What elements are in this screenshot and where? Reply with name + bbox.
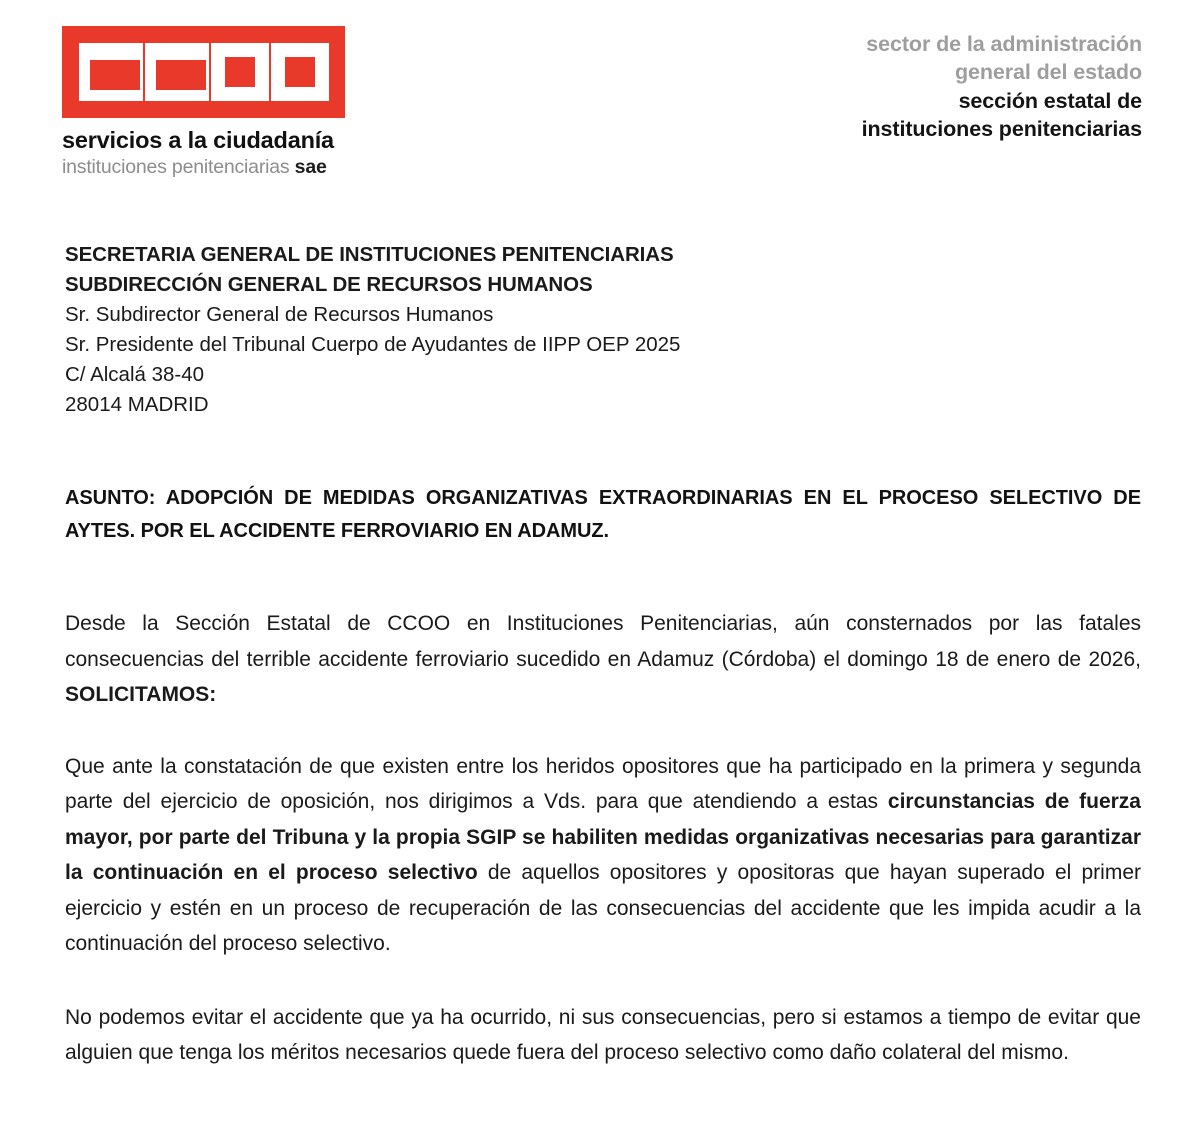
recipient-line-city: 28014 MADRID	[65, 393, 209, 416]
logo-letter-c-second-icon	[145, 43, 209, 101]
subject-line: ASUNTO: ADOPCIÓN DE MEDIDAS ORGANIZATIVAS EXTRAORDINARIAS EN EL PROCESO SELECTIVO DE AYTES. POR EL ACCIDENTE FERROVIARIO EN ADAMUZ.	[65, 487, 1141, 542]
document-body	[65, 240, 1141, 1092]
paragraph-cierre-text: No podemos evitar el accidente que ya ha ocurrido, ni sus consecuencias, pero si estamos a tiempo de evitar que alguien que tenga los méritos necesarios quede fuera del proceso selectivo como daño colateral del mismo.	[65, 1005, 1141, 1064]
logo-letter-c-first-icon	[79, 43, 143, 101]
recipient-address-block	[65, 240, 1141, 420]
recipient-line-subdirector: Sr. Subdirector General de Recursos Humanos	[65, 303, 494, 326]
ccoo-brand-block	[62, 26, 352, 178]
brand-tagline-main: servicios a la ciudadanía	[62, 127, 334, 153]
brand-tagline-sub	[62, 156, 352, 178]
header-right-block	[862, 30, 1142, 144]
paragraph-solicitamos-text: Desde la Sección Estatal de CCOO en Instituciones Penitenciarias, aún consternados por las fatales consecuencias del terrible accidente ferroviario sucedido en Adamuz (Córdoba) el domingo 18 de enero de 2026,	[65, 612, 1141, 671]
paragraph-peticion-emphasis: circunstancias de fuerza mayor, por parte del Tribuna y la propia SGIP se habiliten medidas organizativas necesarias para garantizar la continuación en el proceso selectivo	[65, 790, 1141, 884]
document-header	[0, 0, 1200, 185]
paragraph-peticion	[65, 749, 1141, 962]
header-line-general-estado: general del estado	[955, 60, 1142, 85]
header-line-seccion-estatal: sección estatal de	[958, 88, 1142, 113]
paragraph-peticion-tail: de aquellos opositores y opositoras que hayan superado el primer ejercicio y estén en un proceso de recuperación de las consecuencias del accidente que les impida acudir a la continuación del proceso selectivo.	[65, 861, 1141, 955]
recipient-line-subdireccion-general: SUBDIRECCIÓN GENERAL DE RECURSOS HUMANOS	[65, 273, 593, 296]
brand-tagline-sub-bold: sae	[294, 156, 327, 179]
paragraph-solicitamos	[65, 606, 1141, 713]
paragraph-peticion-lead: Que ante la constatación de que existen entre los heridos opositores que ha participado en la primera y segunda parte del ejercicio de oposición, nos dirigimos a Vds. para que atendiendo a estas	[65, 754, 1141, 813]
logo-letter-o-second-icon	[271, 43, 329, 101]
ccoo-logo-icon	[62, 26, 345, 118]
brand-tagline-sub-muted: instituciones penitenciarias	[62, 156, 290, 179]
logo-letter-o-first-icon	[211, 43, 269, 101]
recipient-line-secretaria-general: SECRETARIA GENERAL DE INSTITUCIONES PENITENCIARIAS	[65, 243, 674, 266]
recipient-line-street: C/ Alcalá 38-40	[65, 363, 205, 386]
paragraph-solicitamos-emphasis: SOLICITAMOS:	[65, 683, 217, 706]
recipient-line-presidente-tribunal: Sr. Presidente del Tribunal Cuerpo de Ayudantes de IIPP OEP 2025	[65, 333, 681, 356]
paragraph-cierre	[65, 1000, 1141, 1071]
header-line-sector: sector de la administración	[866, 32, 1142, 56]
header-line-instituciones-penitenciarias: instituciones penitenciarias	[861, 117, 1142, 142]
